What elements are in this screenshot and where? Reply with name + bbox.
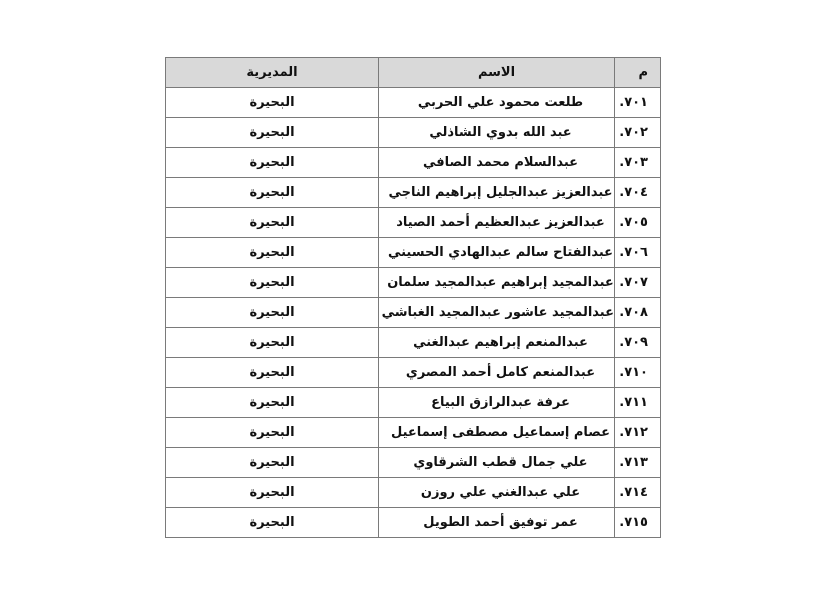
row-directorate: البحيرة <box>166 88 379 118</box>
table-row <box>166 208 661 238</box>
row-number: ٧٠٧. <box>615 268 661 298</box>
row-directorate: البحيرة <box>166 268 379 298</box>
row-name: طلعت محمود علي الحربي <box>379 88 615 118</box>
row-number: ٧٠٩. <box>615 328 661 358</box>
row-directorate: البحيرة <box>166 508 379 538</box>
row-number: ٧١٥. <box>615 508 661 538</box>
table-row <box>166 298 661 328</box>
table-row <box>166 148 661 178</box>
row-name: علي عبدالغني علي روزن <box>379 478 615 508</box>
header-directorate: المديرية <box>166 58 379 88</box>
table-row <box>166 268 661 298</box>
row-directorate: البحيرة <box>166 328 379 358</box>
row-directorate: البحيرة <box>166 298 379 328</box>
row-directorate: البحيرة <box>166 358 379 388</box>
row-name: عصام إسماعيل مصطفى إسماعيل <box>379 418 615 448</box>
row-number: ٧٠٣. <box>615 148 661 178</box>
header-row <box>166 58 661 88</box>
row-name: عبدالمنعم إبراهيم عبدالغني <box>379 328 615 358</box>
table-row <box>166 328 661 358</box>
row-name: عرفة عبدالرازق البياع <box>379 388 615 418</box>
row-number: ٧١٢. <box>615 418 661 448</box>
row-number: ٧٠٢. <box>615 118 661 148</box>
row-name: علي جمال قطب الشرقاوي <box>379 448 615 478</box>
table-row <box>166 178 661 208</box>
row-number: ٧٠٨. <box>615 298 661 328</box>
row-name: عبدالمنعم كامل أحمد المصري <box>379 358 615 388</box>
row-number: ٧٠١. <box>615 88 661 118</box>
header-name: الاسم <box>379 58 615 88</box>
table-row <box>166 418 661 448</box>
header-number: م <box>615 58 661 88</box>
row-number: ٧١٣. <box>615 448 661 478</box>
row-directorate: البحيرة <box>166 238 379 268</box>
row-name: عبدالمجيد إبراهيم عبدالمجيد سلمان <box>379 268 615 298</box>
row-name: عبد الله بدوي الشاذلي <box>379 118 615 148</box>
table-row <box>166 358 661 388</box>
row-directorate: البحيرة <box>166 388 379 418</box>
row-directorate: البحيرة <box>166 118 379 148</box>
row-number: ٧٠٤. <box>615 178 661 208</box>
row-directorate: البحيرة <box>166 148 379 178</box>
table-row <box>166 88 661 118</box>
table-row <box>166 238 661 268</box>
table-row <box>166 448 661 478</box>
row-directorate: البحيرة <box>166 178 379 208</box>
table-row <box>166 508 661 538</box>
row-number: ٧١١. <box>615 388 661 418</box>
names-table <box>165 57 661 538</box>
names-table-container <box>165 57 658 538</box>
row-directorate: البحيرة <box>166 478 379 508</box>
row-name: عمر توفيق أحمد الطويل <box>379 508 615 538</box>
row-name: عبدالمجيد عاشور عبدالمجيد الغباشي <box>379 298 615 328</box>
table-row <box>166 478 661 508</box>
table-row <box>166 388 661 418</box>
row-number: ٧٠٥. <box>615 208 661 238</box>
table-body <box>166 88 661 538</box>
row-name: عبدالفتاح سالم عبدالهادي الحسيني <box>379 238 615 268</box>
row-name: عبدالعزيز عبدالجليل إبراهيم الناجي <box>379 178 615 208</box>
row-directorate: البحيرة <box>166 448 379 478</box>
row-name: عبدالسلام محمد الصافي <box>379 148 615 178</box>
row-number: ٧١٤. <box>615 478 661 508</box>
row-directorate: البحيرة <box>166 418 379 448</box>
row-number: ٧٠٦. <box>615 238 661 268</box>
table-header <box>166 58 661 88</box>
row-directorate: البحيرة <box>166 208 379 238</box>
row-name: عبدالعزيز عبدالعظيم أحمد الصياد <box>379 208 615 238</box>
table-row <box>166 118 661 148</box>
row-number: ٧١٠. <box>615 358 661 388</box>
